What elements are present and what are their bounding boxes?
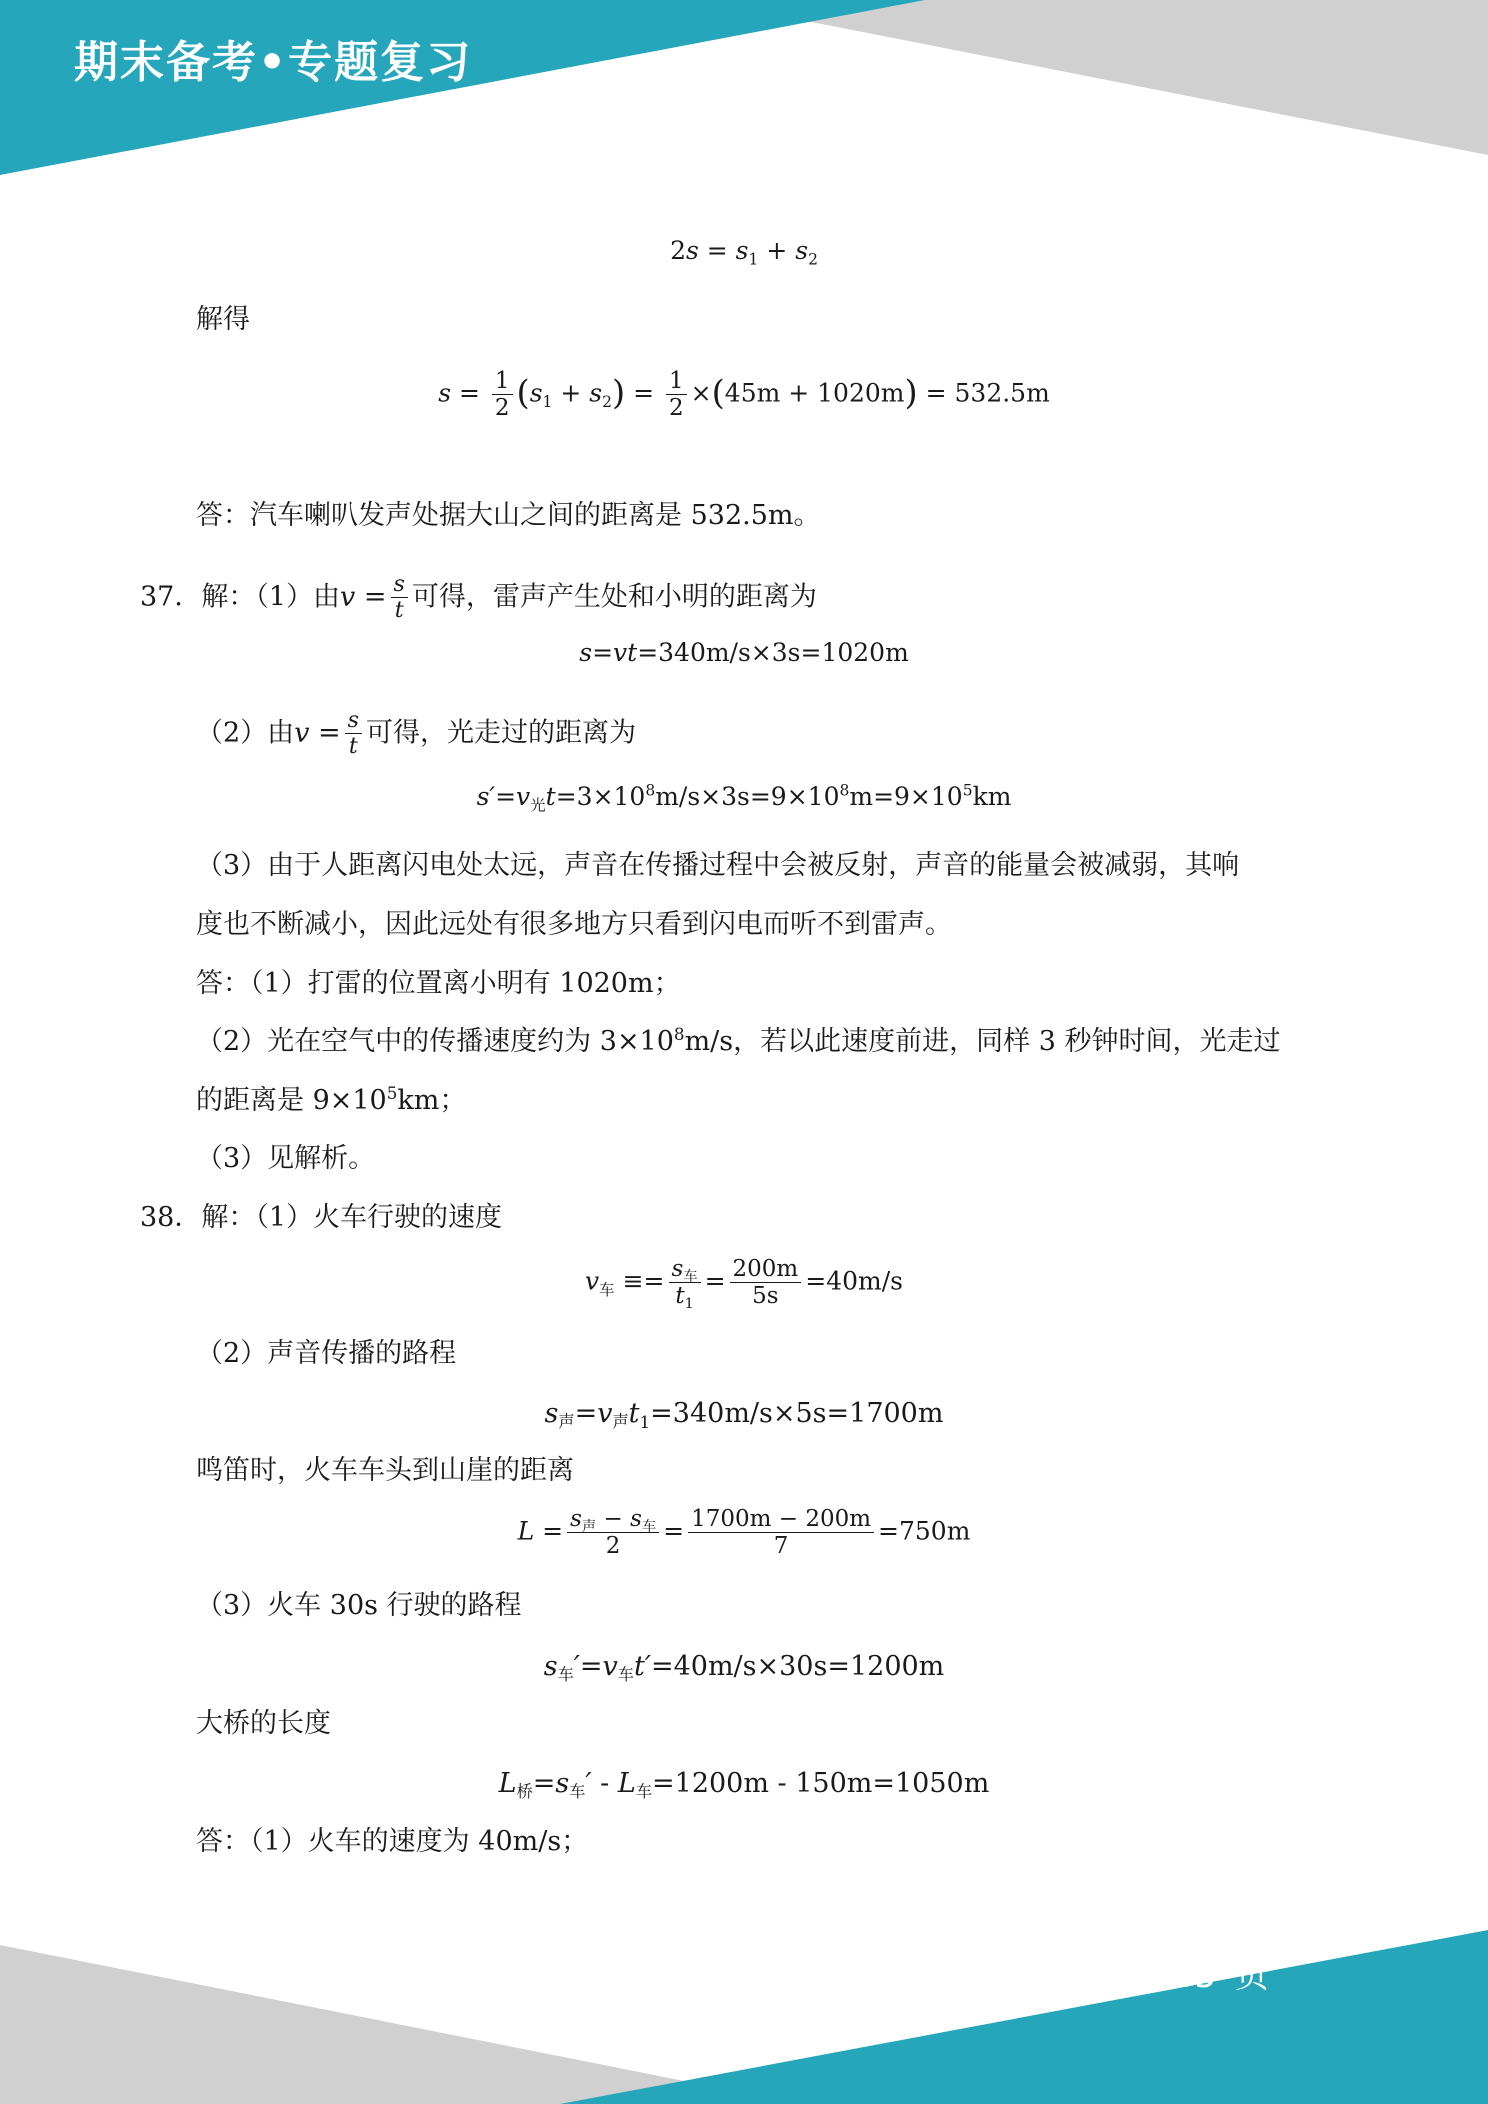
q37-p3-line2: 度也不断减小，因此远处有很多地方只看到闪电而听不到雷声。 [196,909,952,940]
q38-line1: 38．解：（1）火车行驶的速度 [140,1202,503,1233]
q37-equation-2: $s'=v_光t=3\times 10^8m/s\times 3s=9\times 10^8m=9\times 10^5km$ [476,781,1012,815]
q37-equation-1: s=vt=340m/s×3s=1020m [579,638,909,667]
q37-answer-2-line1: （2）光在空气中的传播速度约为 $3\times 10^8m/s$，若以此速度前进，同样 3 秒钟时间，光走过 [196,1023,1281,1057]
text-jiede: 解得 [196,304,250,335]
q38-equation-4: s车′=v车t′=40m/s×30s=1200m [543,1651,945,1684]
q37-line1: 37．解：（1）由v = $\frac{s}{t}$ 可得，雷声产生处和小明的距离为 [140,571,817,624]
q37-line2: （2）由v = $\frac{s}{t}$ 可得，光走过的距离为 [196,707,637,760]
header-gray-band [700,0,1488,155]
q38-line2: （2）声音传播的路程 [196,1338,457,1369]
equation-s-result: s = $\frac{1}{2}$ $(s_1 + s_2)$ = $\frac{1}{2}$ ×(45m + 1020m) = 532.5m [438,368,1050,422]
q38-line4: （3）火车 30s 行驶的路程 [196,1590,522,1621]
equation-2s: $2s = s_1 + s_2$ [670,236,818,269]
q37-answer-3: （3）见解析。 [196,1143,376,1174]
answer-36: 答：汽车喇叭发声处据大山之间的距离是 532.5m。 [196,500,821,531]
q38-equation-3: L = $\frac{s_声 - s_车}{2}$ = $\frac{1700m - 200m}{7}$ =750m [517,1506,971,1560]
page-number: 第 15 页 [1116,1956,1273,1996]
fraction-half: $\frac{1}{2}$ [492,368,513,422]
q38-equation-1: $v_车$ ≡= $\frac{s_车}{t_1}$ = $\frac{200m}{5s}$ =40m/s [585,1256,903,1313]
q38-line5: 大桥的长度 [196,1708,331,1739]
q38-line3: 鸣笛时，火车车头到山崖的距离 [196,1455,574,1486]
q38-equation-2: s声=v声$t_1=340m/s\times 5s=1700m$ [544,1398,944,1432]
q37-answer-1: 答：（1）打雷的位置离小明有 1020m； [196,968,681,999]
footer-gray-band [0,1945,800,2104]
q37-answer-2-line2: 的距离是 $9\times 10^5km$； [196,1082,467,1116]
fraction-half-2: $\frac{1}{2}$ [666,368,687,422]
q37-p3-line1: （3）由于人距离闪电处太远，声音在传播过程中会被反射，声音的能量会被减弱，其响 [196,850,1240,881]
header-title: 期末备考•专题复习 [74,37,473,88]
footer-teal-band [560,1930,1488,2104]
q38-answer-1: 答：（1）火车的速度为 40m/s； [196,1826,589,1857]
q38-equation-5: L桥=s车′ - L车=1200m - 150m=1050m [498,1768,990,1801]
